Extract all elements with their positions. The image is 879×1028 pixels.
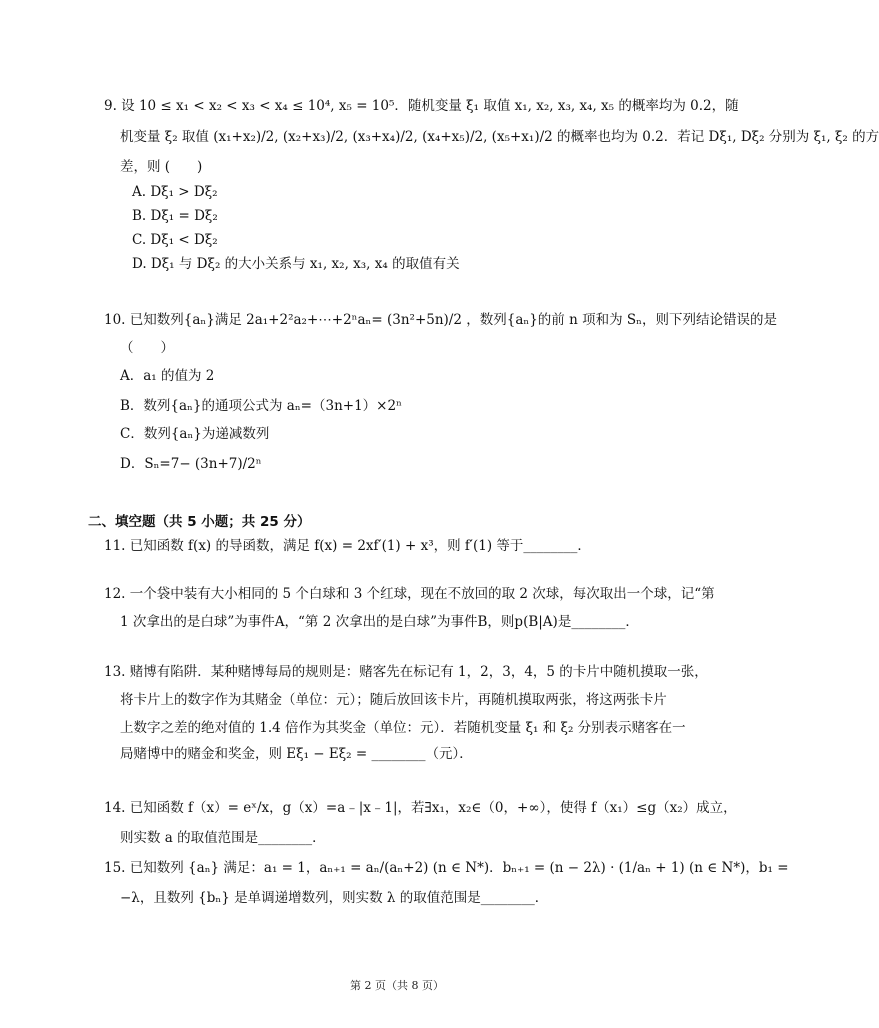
q13-line2: 将卡片上的数字作为其赌金（单位：元）；随后放回该卡片，再随机摸取两张，将这两张卡片 xyxy=(120,692,667,708)
q15-line2: −λ，且数列 {bₙ} 是单调递增数列，则实数 λ 的取值范围是________． xyxy=(120,890,549,906)
page-footer: 第 2 页（共 8 页） xyxy=(350,979,444,992)
q9-option-d: D. Dξ₁ 与 Dξ₂ 的大小关系与 x₁, x₂, x₃, x₄ 的取值有关 xyxy=(132,256,460,272)
q10-line1: 10. 已知数列{aₙ}满足 2a₁+2²a₂+⋯+2ⁿaₙ= (3n²+5n)/2 ，数列{aₙ}的前 n 项和为 Sₙ，则下列结论错误的是 xyxy=(104,312,777,328)
q15-line1: 15. 已知数列 {aₙ} 满足：a₁ = 1，aₙ₊₁ = aₙ/(aₙ+2) (n ∈ N*)．bₙ₊₁ = (n − 2λ) · (1/aₙ + 1) (n ∈ N*)，b₁ = xyxy=(104,860,789,876)
q14-line1: 14. 已知函数 f（x）= eˣ/x，g（x）=a﹣|x﹣1|，若∃x₁，x₂∈（0，+∞），使得 f（x₁）≤g（x₂）成立， xyxy=(104,800,737,816)
q13-line3: 上数字之差的绝对值的 1.4 倍作为其奖金（单位：元）．若随机变量 ξ₁ 和 ξ₂ 分别表示赌客在一 xyxy=(120,720,686,736)
q9-line3: 差，则 ( ) xyxy=(120,159,203,175)
q13-line4: 局赌博中的赌金和奖金，则 Eξ₁ − Eξ₂ = ________（元）． xyxy=(120,746,473,762)
q10-option-b: B．数列{aₙ}的通项公式为 aₙ=（3n+1）×2ⁿ xyxy=(120,398,402,414)
q10-option-c: C．数列{aₙ}为递减数列 xyxy=(120,426,270,442)
q12-line1: 12. 一个袋中装有大小相同的 5 个白球和 3 个红球，现在不放回的取 2 次球，每次取出一个球，记“第 xyxy=(104,586,715,602)
section-title: 二、填空题（共 5 小题；共 25 分） xyxy=(88,514,311,530)
q14-line2: 则实数 a 的取值范围是________． xyxy=(120,830,326,846)
q9-option-c: C. Dξ₁ < Dξ₂ xyxy=(132,232,218,248)
q11-line1: 11. 已知函数 f(x) 的导函数，满足 f(x) = 2xf′(1) + x³，则 f′(1) 等于________． xyxy=(104,538,591,554)
q9-line1: 9. 设 10 ≤ x₁ < x₂ < x₃ < x₄ ≤ 10⁴, x₅ = 10⁵．随机变量 ξ₁ 取值 x₁, x₂, x₃, x₄, x₅ 的概率均为 0.2，随 xyxy=(104,98,739,114)
q10-option-d: D．Sₙ=7− (3n+7)/2ⁿ xyxy=(120,456,262,472)
q9-line2: 机变量 ξ₂ 取值 (x₁+x₂)/2, (x₂+x₃)/2, (x₃+x₄)/2, (x₄+x₅)/2, (x₅+x₁)/2 的概率也均为 0.2．若记 Dξ₁, Dξ₂ 分别为 ξ₁, ξ₂ 的方 xyxy=(120,129,879,145)
q12-line2: 1 次拿出的是白球”为事件A，“第 2 次拿出的是白球”为事件B，则p(B|A)是________． xyxy=(120,614,639,630)
q9-option-b: B. Dξ₁ = Dξ₂ xyxy=(132,208,218,224)
q13-line1: 13. 赌博有陷阱．某种赌博每局的规则是：赌客先在标记有 1，2，3，4，5 的卡片中随机摸取一张， xyxy=(104,664,708,680)
q10-option-a: A．a₁ 的值为 2 xyxy=(120,368,215,384)
q9-option-a: A. Dξ₁ > Dξ₂ xyxy=(132,184,218,200)
q10-line2: （ ） xyxy=(120,340,174,356)
